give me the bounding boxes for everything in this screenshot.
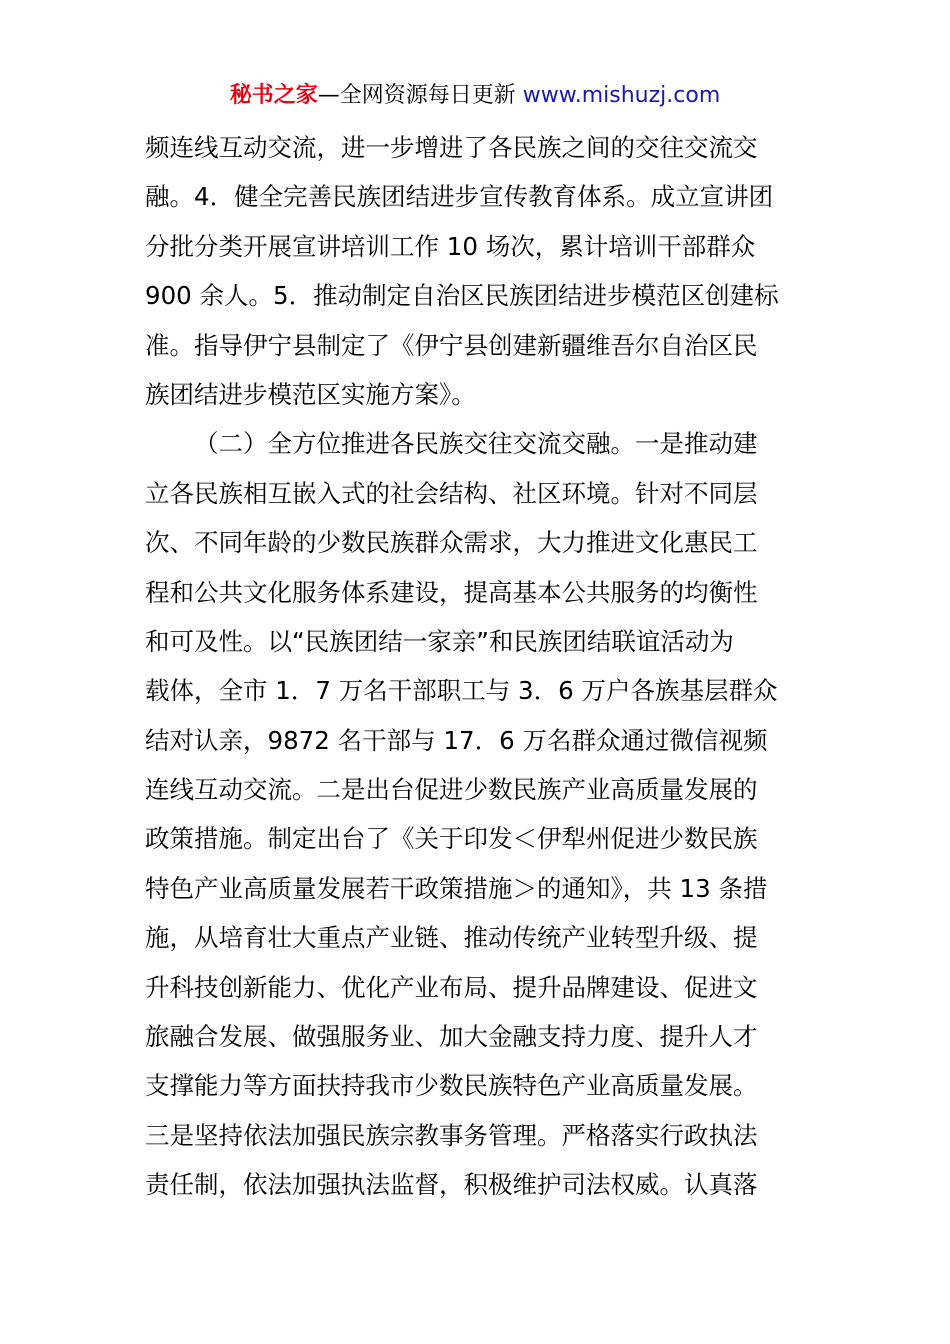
text-line: 连线互动交流。二是出台促进少数民族产业高质量发展的 <box>145 775 758 805</box>
page-header <box>0 80 950 112</box>
text-line: 程和公共文化服务体系建设，提高基本公共服务的均衡性 <box>145 577 758 607</box>
text-line: 900 余人。5．推动制定自治区民族团结进步模范区创建标 <box>145 281 779 311</box>
text-line: 融。4．健全完善民族团结进步宣传教育体系。成立宣讲团 <box>145 182 774 212</box>
header-tagline: —全网资源每日更新 <box>317 83 516 108</box>
text-line: 准。指导伊宁县制定了《伊宁县创建新疆维吾尔自治区民 <box>145 330 758 360</box>
paragraph-heading-line: （二）全方位推进各民族交往交流交融。一是推动建 <box>194 429 758 459</box>
text-line: 旅融合发展、做强服务业、加大金融支持力度、提升人才 <box>145 1022 758 1052</box>
header-url[interactable]: www.mishuzj.com <box>522 83 721 108</box>
text-line: 立各民族相互嵌入式的社会结构、社区环境。针对不同层 <box>145 478 758 508</box>
text-line: 政策措施。制定出台了《关于印发＜伊犁州促进少数民族 <box>145 824 758 854</box>
text-line: 三是坚持依法加强民族宗教事务管理。严格落实行政执法 <box>145 1120 758 1150</box>
text-line: 施，从培育壮大重点产业链、推动传统产业转型升级、提 <box>145 923 758 953</box>
text-line: 结对认亲，9872 名干部与 17．6 万名群众通过微信视频 <box>145 725 768 755</box>
document-body <box>145 123 815 1210</box>
text-line: 载体，全市 1．7 万名干部职工与 3．6 万户各族基层群众 <box>145 676 778 706</box>
brand-name: 秘书之家 <box>229 83 318 108</box>
text-line: 次、不同年龄的少数民族群众需求，大力推进文化惠民工 <box>145 528 758 558</box>
text-line: 族团结进步模范区实施方案》。 <box>145 379 476 409</box>
text-line: 频连线互动交流，进一步增进了各民族之间的交往交流交 <box>145 133 758 162</box>
text-line: 分批分类开展宣讲培训工作 10 场次，累计培训干部群众 <box>145 231 756 261</box>
text-line: 和可及性。以“民族团结一家亲”和民族团结联谊活动为 <box>145 626 734 656</box>
text-line: 特色产业高质量发展若干政策措施＞的通知》，共 13 条措 <box>145 873 768 903</box>
text-line: 支撑能力等方面扶持我市少数民族特色产业高质量发展。 <box>145 1071 758 1101</box>
text-line: 升科技创新能力、优化产业布局、提升品牌建设、促进文 <box>145 972 758 1002</box>
text-line: 责任制，依法加强执法监督，积极维护司法权威。认真落 <box>145 1170 758 1200</box>
